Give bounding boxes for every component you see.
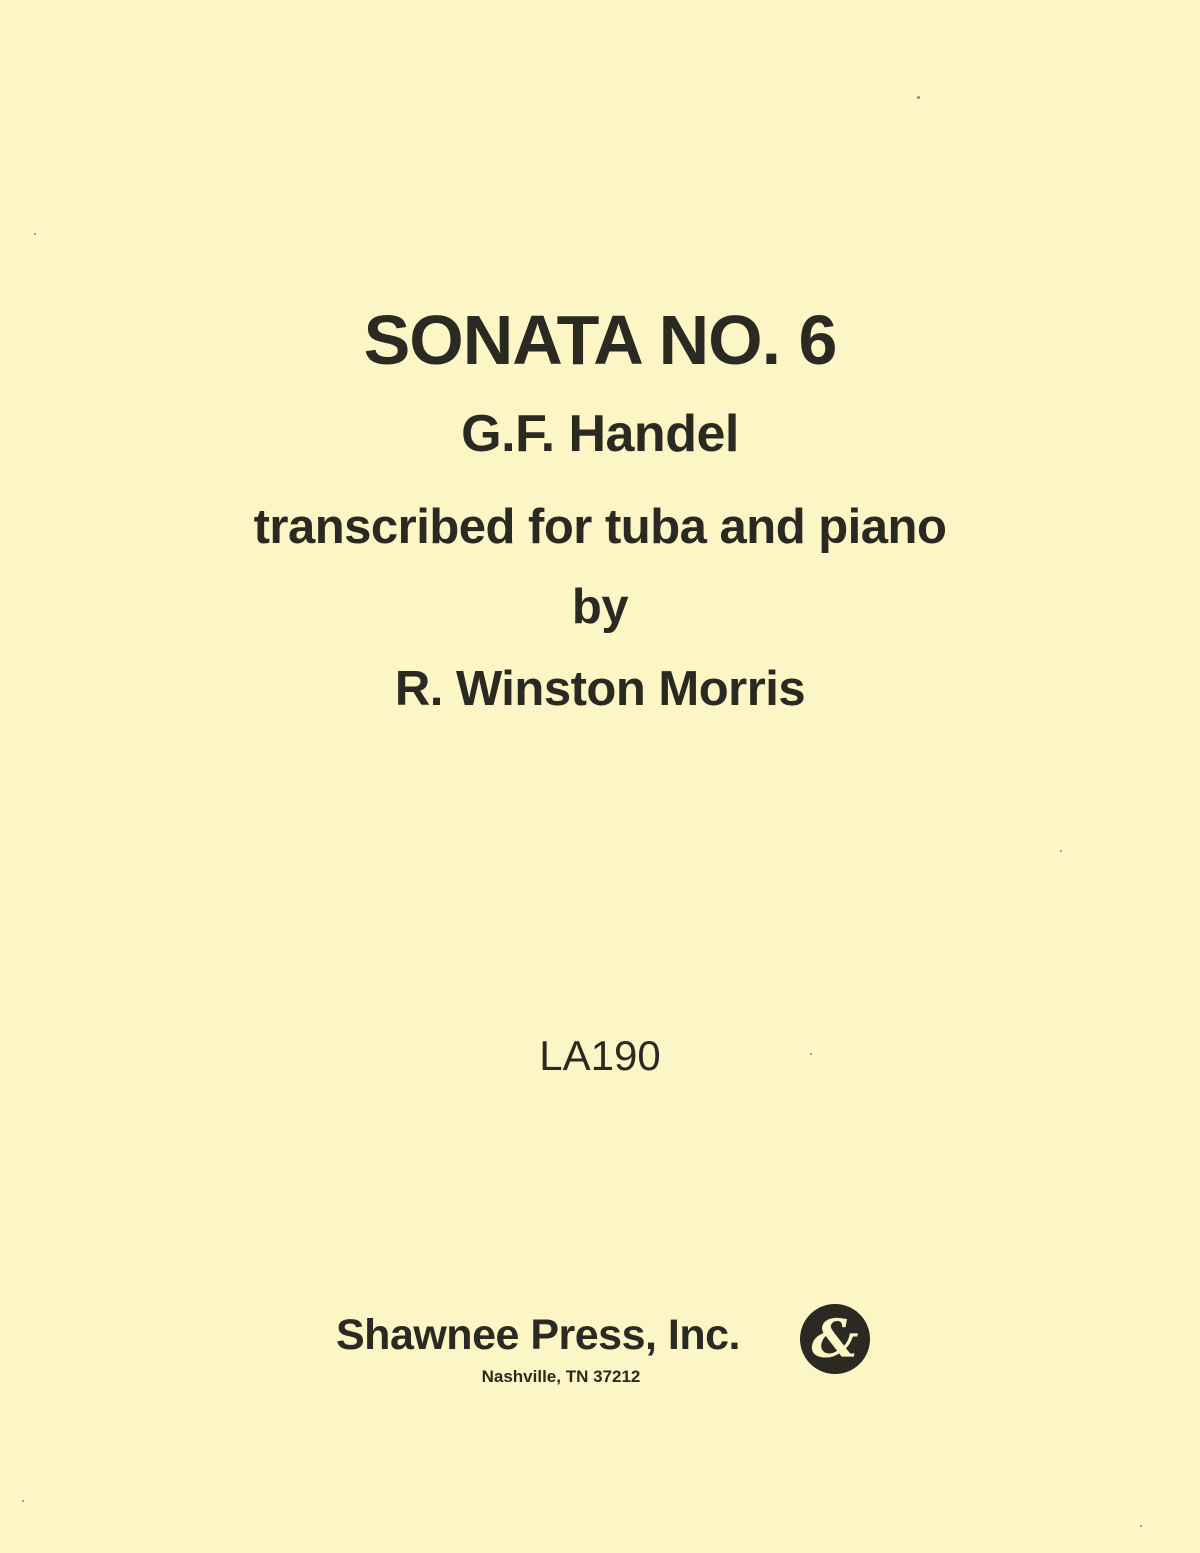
paper-speck [22,1500,24,1502]
transcription-note: transcribed for tuba and piano [253,500,947,554]
svg-text:&: & [811,1309,859,1370]
paper-speck [1060,850,1062,852]
paper-speck [810,1053,812,1055]
publisher-name: Shawnee Press, Inc. [336,1311,740,1359]
by-line: by [571,580,629,634]
composer-name: G.F. Handel [461,405,739,463]
catalog-number: LA190 [539,1032,661,1079]
paper-speck [34,233,36,235]
publisher-location: Nashville, TN 37212 [481,1367,641,1386]
page-title: SONATA NO. 6 [363,301,837,379]
paper-speck [1140,1525,1142,1527]
ampersand-logo-icon [799,1303,871,1375]
arranger-name: R. Winston Morris [394,662,806,716]
publisher-row [0,1305,1200,1370]
paper-speck [917,96,920,99]
publisher-imprint [0,1305,1200,1386]
